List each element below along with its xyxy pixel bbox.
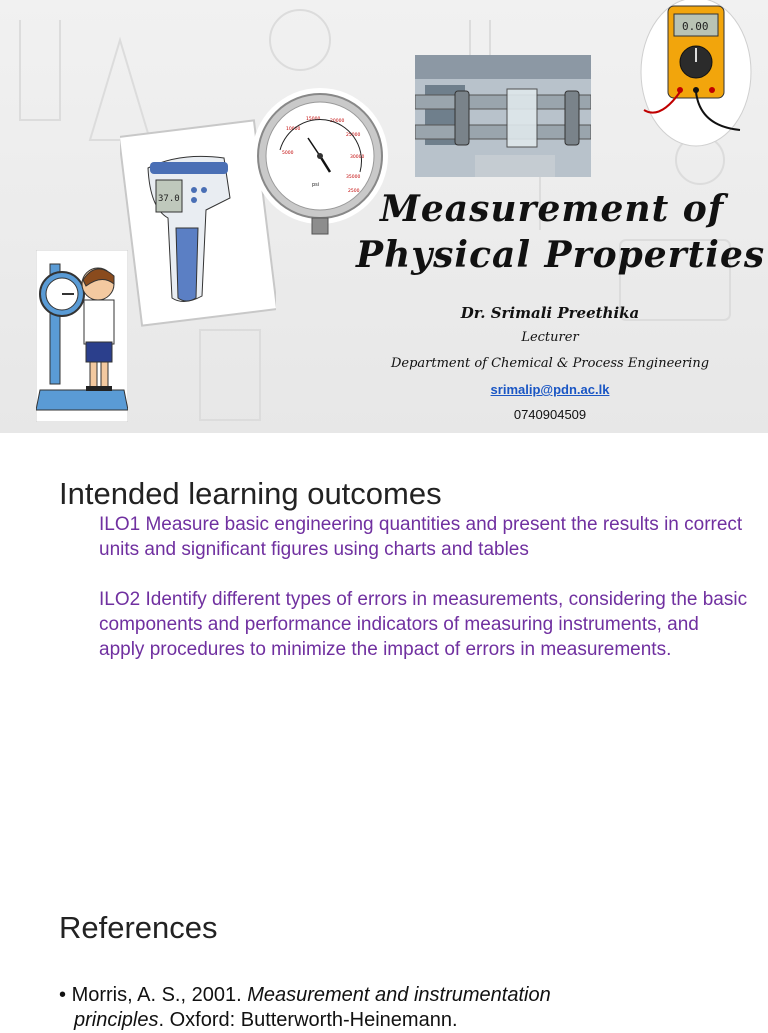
flow-rig-photo (415, 55, 591, 177)
bullet: • (59, 984, 67, 1006)
reference-title: Measurement and instrumentation (247, 984, 551, 1006)
title-slide (0, 0, 768, 433)
ilo-heading: Intended learning outcomes (59, 476, 442, 511)
pressure-gauge-photo (250, 80, 390, 236)
reference-author: Morris, A. S., 2001. (71, 984, 248, 1006)
thermometer-reading: 37.0 (158, 194, 180, 204)
ilo1-text: ILO1 Measure basic engineering quantities and present the results in correct units and significant figures using charts and tables (99, 514, 743, 560)
author-role: Lecturer (521, 330, 579, 345)
references-heading: References (59, 910, 218, 945)
gauge-tick: 2500 (348, 189, 360, 194)
gauge-tick: 15000 (306, 117, 321, 122)
reference-title-continued: principles (74, 1009, 159, 1031)
title-line-2: Physical Properties (356, 234, 766, 276)
multimeter-reading: 0.00 (682, 20, 709, 33)
reference-publisher: . Oxford: Butterworth-Heinemann. (158, 1009, 458, 1031)
email-link[interactable]: srimalip@pdn.ac.lk (490, 382, 610, 397)
gauge-unit: psi (312, 182, 320, 188)
gauge-tick: 10000 (286, 127, 301, 132)
gauge-tick: 30000 (350, 155, 365, 160)
reference-item (59, 983, 719, 1033)
title-line-1: Measurement of (380, 188, 725, 230)
phone-number: 0740904509 (513, 407, 587, 422)
gauge-tick: 20000 (330, 119, 345, 124)
multimeter-photo (640, 0, 754, 150)
gauge-tick: 5000 (282, 151, 294, 156)
gauge-tick: 25000 (346, 133, 361, 138)
gauge-tick: 35000 (346, 175, 361, 180)
ilo2-text: ILO2 Identify different types of errors in measurements, considering the basic components and performance indicators of measuring instruments, and apply procedures to minimize the impact of errors in measurements. (99, 589, 748, 660)
author-name: Dr. Srimali Preethika (460, 304, 640, 322)
department: Department of Chemical & Process Engineering (390, 356, 710, 371)
weighing-scale-photo (36, 250, 128, 422)
